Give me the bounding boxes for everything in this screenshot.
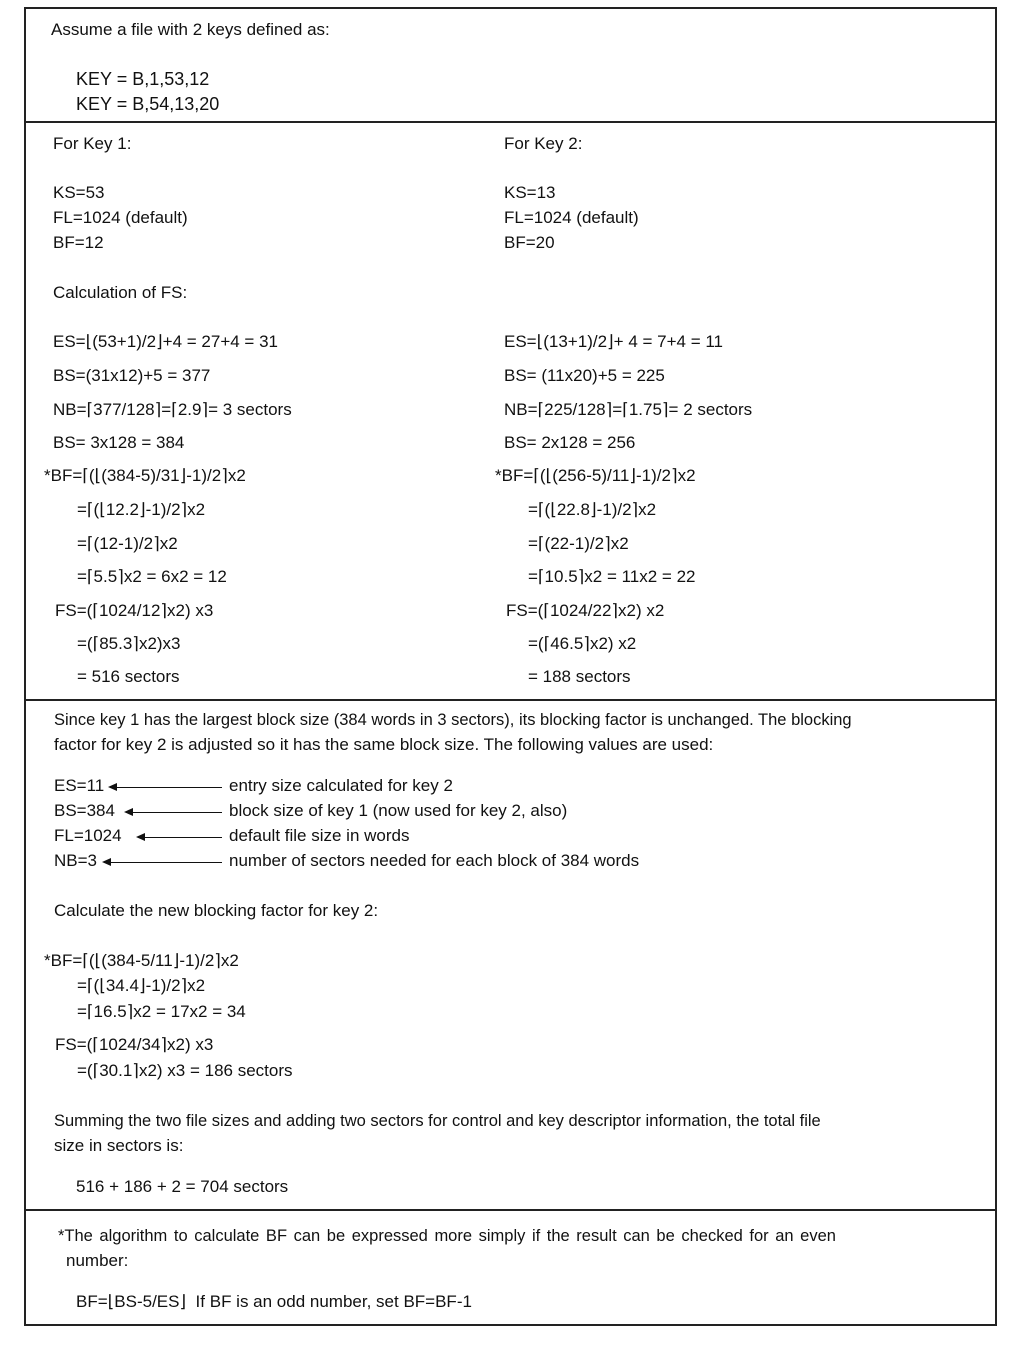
key-definition-2: KEY = B,54,13,20	[76, 94, 220, 114]
key1-bf-step4: =⌈5.5⌉x2 = 6x2 = 12	[77, 567, 227, 586]
key2-fl: FL=1024 (default)	[504, 208, 639, 227]
footnote-line2: number:	[66, 1251, 129, 1270]
divider-intro	[24, 121, 997, 123]
key2-bf-step3: =⌈(22-1)/2⌉x2	[528, 534, 629, 553]
key2-bf-step2: =⌈(⌊22.8⌋-1)/2⌉x2	[528, 500, 657, 519]
summary-line2: size in sectors is:	[54, 1136, 184, 1155]
key2-bf: BF=20	[504, 233, 555, 252]
new-fs-result: =(⌈30.1⌉x2) x3 = 186 sectors	[77, 1061, 293, 1080]
value-es: ES=11	[54, 776, 105, 795]
value-nb: NB=3	[54, 851, 97, 870]
intro-line: Assume a file with 2 keys defined as:	[51, 20, 330, 39]
key2-bs2: BS= 2x128 = 256	[504, 433, 636, 452]
calc-fs-label: Calculation of FS:	[53, 283, 188, 302]
key1-es: ES=⌊(53+1)/2⌋+4 = 27+4 = 31	[53, 332, 278, 351]
adjust-paragraph-line2: factor for key 2 is adjusted so it has the same block size. The following values are used:	[54, 735, 714, 754]
desc-nb: number of sectors needed for each block of 384 words	[229, 851, 640, 870]
arrow-left-icon	[138, 837, 222, 838]
value-fl: FL=1024	[54, 826, 122, 845]
key2-fs-step2: =(⌈46.5⌉x2) x2	[528, 634, 637, 653]
desc-fl: default file size in words	[229, 826, 410, 845]
key1-fs-step2: =(⌈85.3⌉x2)x3	[77, 634, 181, 653]
key2-bf-formula: *BF=⌈(⌊(256-5)/11⌋-1)/2⌉x2	[495, 466, 696, 485]
key1-bf-step2: =⌈(⌊12.2⌋-1)/2⌉x2	[77, 500, 206, 519]
divider-footnote	[24, 1209, 997, 1211]
key-definition-1: KEY = B,1,53,12	[76, 69, 210, 89]
new-bf-formula: *BF=⌈(⌊(384-5/11⌋-1)/2⌉x2	[44, 951, 239, 970]
key2-ks: KS=13	[504, 183, 556, 202]
key1-fs-result: = 516 sectors	[77, 667, 180, 686]
new-bf-step3: =⌈16.5⌉x2 = 17x2 = 34	[77, 1002, 246, 1021]
key1-heading: For Key 1:	[53, 134, 132, 153]
key1-bf: BF=12	[53, 233, 104, 252]
key1-fl: FL=1024 (default)	[53, 208, 188, 227]
new-fs-formula: FS=(⌈1024/34⌉x2) x3	[55, 1035, 214, 1054]
adjust-paragraph-line1: Since key 1 has the largest block size (384 words in 3 sectors), its blocking factor is unchanged. The blocking	[54, 711, 852, 729]
key2-fs-result: = 188 sectors	[528, 667, 631, 686]
footnote-line3: BF=⌊BS-5/ES⌋ If BF is an odd number, set BF=BF-1	[76, 1292, 472, 1311]
desc-bs: block size of key 1 (now used for key 2, also)	[229, 801, 568, 820]
arrow-left-icon	[104, 862, 222, 863]
value-bs: BS=384	[54, 801, 115, 820]
total-file-size: 516 + 186 + 2 = 704 sectors	[76, 1177, 289, 1196]
key1-bf-formula: *BF=⌈(⌊(384-5)/31⌋-1)/2⌉x2	[44, 466, 246, 485]
key1-fs-formula: FS=(⌈1024/12⌉x2) x3	[55, 601, 214, 620]
key1-ks: KS=53	[53, 183, 105, 202]
key1-bs2: BS= 3x128 = 384	[53, 433, 185, 452]
new-bf-step2: =⌈(⌊34.4⌋-1)/2⌉x2	[77, 976, 206, 995]
divider-columns	[24, 699, 997, 701]
key2-heading: For Key 2:	[504, 134, 583, 153]
key2-es: ES=⌊(13+1)/2⌋+ 4 = 7+4 = 11	[504, 332, 723, 351]
desc-es: entry size calculated for key 2	[229, 776, 453, 795]
key2-nb: NB=⌈225/128⌉=⌈1.75⌉= 2 sectors	[504, 400, 753, 419]
key2-bf-step4: =⌈10.5⌉x2 = 11x2 = 22	[528, 567, 696, 586]
key2-fs-formula: FS=(⌈1024/22⌉x2) x2	[506, 601, 665, 620]
key1-bs: BS=(31x12)+5 = 377	[53, 366, 211, 385]
arrow-left-icon	[126, 812, 222, 813]
summary-line1: Summing the two file sizes and adding two sectors for control and key descriptor information, the total file	[54, 1112, 821, 1130]
footnote-line1: *The algorithm to calculate BF can be expressed more simply if the result can be checked for an even	[58, 1227, 836, 1245]
key1-bf-step3: =⌈(12-1)/2⌉x2	[77, 534, 178, 553]
arrow-left-icon	[110, 787, 222, 788]
key2-bs: BS= (11x20)+5 = 225	[504, 366, 665, 385]
key1-nb: NB=⌈377/128⌉=⌈2.9⌉= 3 sectors	[53, 400, 292, 419]
new-bf-label: Calculate the new blocking factor for key 2:	[54, 901, 379, 920]
